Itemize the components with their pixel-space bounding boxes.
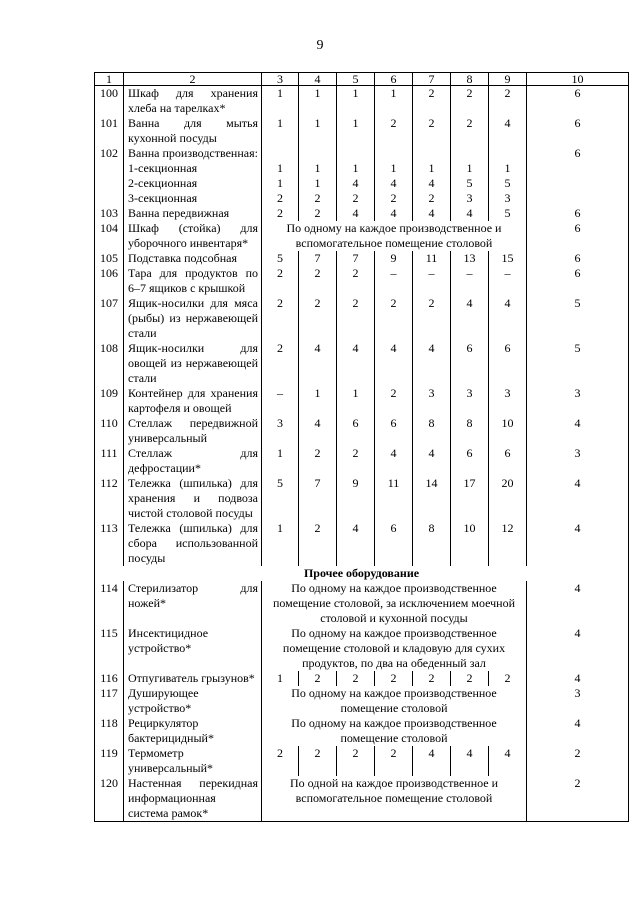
row-number: 105 bbox=[95, 251, 124, 266]
table-row bbox=[95, 476, 629, 521]
row-value: 2 bbox=[262, 191, 299, 206]
row-span-note: По одному на каждое производственное помещение столовой, за исключением моечной столовой и кухонной посуды bbox=[262, 581, 527, 626]
section-row bbox=[95, 566, 629, 581]
row-col10 bbox=[527, 191, 629, 206]
table-row bbox=[95, 686, 629, 716]
row-value: 6 bbox=[337, 416, 375, 446]
row-value: 1 bbox=[413, 161, 451, 176]
table-body bbox=[95, 73, 629, 822]
row-col10: 2 bbox=[527, 746, 629, 776]
row-value: 2 bbox=[299, 671, 337, 686]
row-value: 2 bbox=[451, 671, 489, 686]
row-value: 6 bbox=[375, 416, 413, 446]
row-number: 110 bbox=[95, 416, 124, 446]
row-number: 111 bbox=[95, 446, 124, 476]
row-value: 2 bbox=[262, 266, 299, 296]
row-value: 1 bbox=[299, 86, 337, 117]
table-row bbox=[95, 386, 629, 416]
row-value: 11 bbox=[375, 476, 413, 521]
row-value: 7 bbox=[299, 251, 337, 266]
row-number: 116 bbox=[95, 671, 124, 686]
row-value: 1 bbox=[262, 521, 299, 566]
row-value bbox=[413, 146, 451, 161]
section-title: Прочее оборудование bbox=[95, 566, 629, 581]
row-value: 4 bbox=[451, 746, 489, 776]
row-value: 12 bbox=[489, 521, 527, 566]
row-value: 13 bbox=[451, 251, 489, 266]
row-value: 2 bbox=[337, 671, 375, 686]
row-value: 2 bbox=[375, 191, 413, 206]
row-value bbox=[375, 146, 413, 161]
row-value: 5 bbox=[489, 176, 527, 191]
row-value: – bbox=[489, 266, 527, 296]
row-name: Термометр универсальный* bbox=[124, 746, 262, 776]
row-value: 2 bbox=[413, 116, 451, 146]
table-row bbox=[95, 221, 629, 251]
row-value: 1 bbox=[451, 161, 489, 176]
row-number: 102 bbox=[95, 146, 124, 161]
table-row bbox=[95, 176, 629, 191]
row-value: 4 bbox=[413, 176, 451, 191]
row-value: 1 bbox=[375, 161, 413, 176]
row-col10: 2 bbox=[527, 776, 629, 822]
row-col10: 6 bbox=[527, 116, 629, 146]
row-value: 4 bbox=[413, 446, 451, 476]
row-value: 2 bbox=[299, 746, 337, 776]
row-value: 4 bbox=[337, 176, 375, 191]
row-value: 1 bbox=[337, 116, 375, 146]
header-cell: 7 bbox=[413, 73, 451, 86]
row-span-note: По одному на каждое производственное помещение столовой bbox=[262, 716, 527, 746]
row-value: 8 bbox=[413, 416, 451, 446]
row-col10: 6 bbox=[527, 251, 629, 266]
row-value: 7 bbox=[337, 251, 375, 266]
row-name: Ванна производственная: bbox=[124, 146, 262, 161]
row-value: 2 bbox=[262, 296, 299, 341]
row-value: 20 bbox=[489, 476, 527, 521]
row-name: Тара для продуктов по 6–7 ящиков с крышкой bbox=[124, 266, 262, 296]
row-value: 1 bbox=[337, 386, 375, 416]
row-value: 2 bbox=[299, 446, 337, 476]
row-value: 2 bbox=[337, 446, 375, 476]
row-col10: 6 bbox=[527, 266, 629, 296]
table-row bbox=[95, 626, 629, 671]
row-value: 6 bbox=[489, 341, 527, 386]
row-value: 4 bbox=[299, 341, 337, 386]
row-number: 100 bbox=[95, 86, 124, 117]
row-value: 2 bbox=[375, 296, 413, 341]
row-value: 2 bbox=[489, 86, 527, 117]
row-value: 3 bbox=[451, 191, 489, 206]
row-col10: 4 bbox=[527, 716, 629, 746]
row-col10: 3 bbox=[527, 386, 629, 416]
row-number: 112 bbox=[95, 476, 124, 521]
row-name: 1-секционная bbox=[124, 161, 262, 176]
row-value: 4 bbox=[375, 176, 413, 191]
row-col10: 3 bbox=[527, 446, 629, 476]
row-value: 2 bbox=[451, 86, 489, 117]
row-number: 114 bbox=[95, 581, 124, 626]
row-value: 6 bbox=[375, 521, 413, 566]
row-span-note: По одному на каждое производственное помещение столовой bbox=[262, 686, 527, 716]
row-value: 6 bbox=[451, 341, 489, 386]
row-col10: 4 bbox=[527, 671, 629, 686]
row-value: 5 bbox=[262, 476, 299, 521]
row-value: – bbox=[375, 266, 413, 296]
row-col10: 4 bbox=[527, 416, 629, 446]
row-value: 4 bbox=[451, 206, 489, 221]
row-name: Рециркулятор бактерицидный* bbox=[124, 716, 262, 746]
table-row bbox=[95, 671, 629, 686]
row-col10: 6 bbox=[527, 221, 629, 251]
row-value bbox=[299, 146, 337, 161]
row-name: 3-секционная bbox=[124, 191, 262, 206]
row-number: 115 bbox=[95, 626, 124, 671]
row-value: 4 bbox=[375, 206, 413, 221]
row-value: – bbox=[413, 266, 451, 296]
row-value: 1 bbox=[299, 386, 337, 416]
table-row bbox=[95, 521, 629, 566]
row-value: 4 bbox=[413, 746, 451, 776]
row-name: Тележка (шпилька) для хранения и подвоза чистой столовой посуды bbox=[124, 476, 262, 521]
row-value: 2 bbox=[337, 746, 375, 776]
row-value: 6 bbox=[489, 446, 527, 476]
row-value: 2 bbox=[375, 671, 413, 686]
row-value: 2 bbox=[413, 671, 451, 686]
row-span-note: По одному на каждое производственное и вспомогательное помещение столовой bbox=[262, 221, 527, 251]
row-value: 3 bbox=[262, 416, 299, 446]
table-row bbox=[95, 191, 629, 206]
row-value: 10 bbox=[489, 416, 527, 446]
row-number: 117 bbox=[95, 686, 124, 716]
row-value: 2 bbox=[262, 746, 299, 776]
header-cell: 9 bbox=[489, 73, 527, 86]
row-value: 10 bbox=[451, 521, 489, 566]
row-value: 4 bbox=[375, 341, 413, 386]
row-value: 17 bbox=[451, 476, 489, 521]
table-row bbox=[95, 296, 629, 341]
row-value: 1 bbox=[262, 161, 299, 176]
row-value: 1 bbox=[375, 86, 413, 117]
row-value: 2 bbox=[262, 206, 299, 221]
header-cell: 10 bbox=[527, 73, 629, 86]
row-value: 1 bbox=[299, 176, 337, 191]
row-value: 3 bbox=[451, 386, 489, 416]
row-name: Душирующее устройство* bbox=[124, 686, 262, 716]
row-value: 9 bbox=[337, 476, 375, 521]
row-value: 2 bbox=[375, 116, 413, 146]
row-value: 1 bbox=[489, 161, 527, 176]
row-value: 2 bbox=[375, 386, 413, 416]
row-name: Стеллаж передвижной универсальный bbox=[124, 416, 262, 446]
table-row bbox=[95, 266, 629, 296]
row-value: 2 bbox=[337, 191, 375, 206]
row-value: 1 bbox=[262, 116, 299, 146]
row-value: 2 bbox=[299, 191, 337, 206]
row-col10: 4 bbox=[527, 476, 629, 521]
row-value: 15 bbox=[489, 251, 527, 266]
row-value: 2 bbox=[375, 746, 413, 776]
row-value: 1 bbox=[337, 86, 375, 117]
header-cell: 8 bbox=[451, 73, 489, 86]
row-value: 4 bbox=[337, 521, 375, 566]
table-row bbox=[95, 416, 629, 446]
row-value: 4 bbox=[489, 116, 527, 146]
row-number: 120 bbox=[95, 776, 124, 822]
row-value: 2 bbox=[299, 266, 337, 296]
row-value bbox=[489, 146, 527, 161]
header-cell: 3 bbox=[262, 73, 299, 86]
row-value: 2 bbox=[337, 266, 375, 296]
row-number bbox=[95, 191, 124, 206]
row-value: 2 bbox=[262, 341, 299, 386]
row-name: Ящик-носилки для овощей из нержавеющей стали bbox=[124, 341, 262, 386]
row-col10: 4 bbox=[527, 626, 629, 671]
header-cell: 5 bbox=[337, 73, 375, 86]
header-cell: 1 bbox=[95, 73, 124, 86]
row-number: 107 bbox=[95, 296, 124, 341]
row-value: 1 bbox=[262, 86, 299, 117]
row-value: 1 bbox=[299, 116, 337, 146]
row-value: – bbox=[451, 266, 489, 296]
table-row bbox=[95, 86, 629, 117]
row-value: 5 bbox=[262, 251, 299, 266]
row-col10: 6 bbox=[527, 86, 629, 117]
header-cell: 2 bbox=[124, 73, 262, 86]
row-number: 103 bbox=[95, 206, 124, 221]
table-row bbox=[95, 341, 629, 386]
row-value: 7 bbox=[299, 476, 337, 521]
row-value bbox=[451, 146, 489, 161]
row-col10 bbox=[527, 176, 629, 191]
row-value: 6 bbox=[451, 446, 489, 476]
row-col10: 5 bbox=[527, 341, 629, 386]
header-cell: 6 bbox=[375, 73, 413, 86]
row-value: 2 bbox=[299, 296, 337, 341]
row-col10: 6 bbox=[527, 206, 629, 221]
row-number: 119 bbox=[95, 746, 124, 776]
row-number: 108 bbox=[95, 341, 124, 386]
row-value: 4 bbox=[413, 206, 451, 221]
row-number bbox=[95, 176, 124, 191]
row-value: 2 bbox=[451, 116, 489, 146]
row-name: Ванна передвижная bbox=[124, 206, 262, 221]
row-value: 2 bbox=[299, 206, 337, 221]
row-name: Настенная перекидная информационная система рамок* bbox=[124, 776, 262, 822]
table-row bbox=[95, 581, 629, 626]
header-cell: 4 bbox=[299, 73, 337, 86]
row-value: 2 bbox=[413, 191, 451, 206]
row-value: 1 bbox=[262, 671, 299, 686]
row-col10: 5 bbox=[527, 296, 629, 341]
row-name: Тележка (шпилька) для сбора использованной посуды bbox=[124, 521, 262, 566]
row-value: 4 bbox=[337, 341, 375, 386]
row-name: Ванна для мытья кухонной посуды bbox=[124, 116, 262, 146]
row-col10 bbox=[527, 161, 629, 176]
row-value: 4 bbox=[299, 416, 337, 446]
row-value: 14 bbox=[413, 476, 451, 521]
page-number: 9 bbox=[316, 38, 324, 53]
row-name: 2-секционная bbox=[124, 176, 262, 191]
row-name: Инсектицидное устройство* bbox=[124, 626, 262, 671]
row-number: 106 bbox=[95, 266, 124, 296]
table-row bbox=[95, 716, 629, 746]
row-span-note: По одной на каждое производственное и вспомогательное помещение столовой bbox=[262, 776, 527, 822]
row-col10: 6 bbox=[527, 146, 629, 161]
row-value: 5 bbox=[451, 176, 489, 191]
row-value: 3 bbox=[489, 191, 527, 206]
row-col10: 4 bbox=[527, 521, 629, 566]
row-value: 4 bbox=[413, 341, 451, 386]
table-row bbox=[95, 116, 629, 146]
row-value: 1 bbox=[262, 176, 299, 191]
table-row bbox=[95, 146, 629, 161]
row-value bbox=[337, 146, 375, 161]
table-row bbox=[95, 251, 629, 266]
row-col10: 4 bbox=[527, 581, 629, 626]
row-value: 4 bbox=[489, 296, 527, 341]
row-value: 1 bbox=[262, 446, 299, 476]
row-value: 2 bbox=[489, 671, 527, 686]
table-row bbox=[95, 161, 629, 176]
table-row bbox=[95, 776, 629, 822]
row-value: 11 bbox=[413, 251, 451, 266]
row-value: 2 bbox=[337, 296, 375, 341]
row-value: 4 bbox=[489, 746, 527, 776]
row-number: 109 bbox=[95, 386, 124, 416]
row-value: 4 bbox=[375, 446, 413, 476]
table-row bbox=[95, 746, 629, 776]
row-value: 5 bbox=[489, 206, 527, 221]
row-value: 2 bbox=[413, 296, 451, 341]
row-name: Шкаф для хранения хлеба на тарелках* bbox=[124, 86, 262, 117]
row-value: 3 bbox=[489, 386, 527, 416]
row-number: 104 bbox=[95, 221, 124, 251]
row-number: 118 bbox=[95, 716, 124, 746]
row-value: 9 bbox=[375, 251, 413, 266]
row-span-note: По одному на каждое производственное помещение столовой и кладовую для сухих продуктов, по два на обеденный зал bbox=[262, 626, 527, 671]
row-value: 3 bbox=[413, 386, 451, 416]
row-value: 4 bbox=[451, 296, 489, 341]
table-row bbox=[95, 206, 629, 221]
row-name: Ящик-носилки для мяса (рыбы) из нержавеющей стали bbox=[124, 296, 262, 341]
row-name: Подставка подсобная bbox=[124, 251, 262, 266]
equipment-table bbox=[94, 72, 629, 822]
row-name: Контейнер для хранения картофеля и овощей bbox=[124, 386, 262, 416]
row-value: – bbox=[262, 386, 299, 416]
row-value: 8 bbox=[413, 521, 451, 566]
row-number: 113 bbox=[95, 521, 124, 566]
row-value: 8 bbox=[451, 416, 489, 446]
row-col10: 3 bbox=[527, 686, 629, 716]
row-value: 1 bbox=[337, 161, 375, 176]
table-row bbox=[95, 446, 629, 476]
row-name: Отпугиватель грызунов* bbox=[124, 671, 262, 686]
row-value: 2 bbox=[299, 521, 337, 566]
header-row bbox=[95, 73, 629, 86]
row-value: 4 bbox=[337, 206, 375, 221]
row-name: Стерилизатор для ножей* bbox=[124, 581, 262, 626]
row-value: 2 bbox=[413, 86, 451, 117]
row-number: 101 bbox=[95, 116, 124, 146]
row-name: Стеллаж для дефростации* bbox=[124, 446, 262, 476]
row-name: Шкаф (стойка) для уборочного инвентаря* bbox=[124, 221, 262, 251]
row-value bbox=[262, 146, 299, 161]
row-number bbox=[95, 161, 124, 176]
row-value: 1 bbox=[299, 161, 337, 176]
